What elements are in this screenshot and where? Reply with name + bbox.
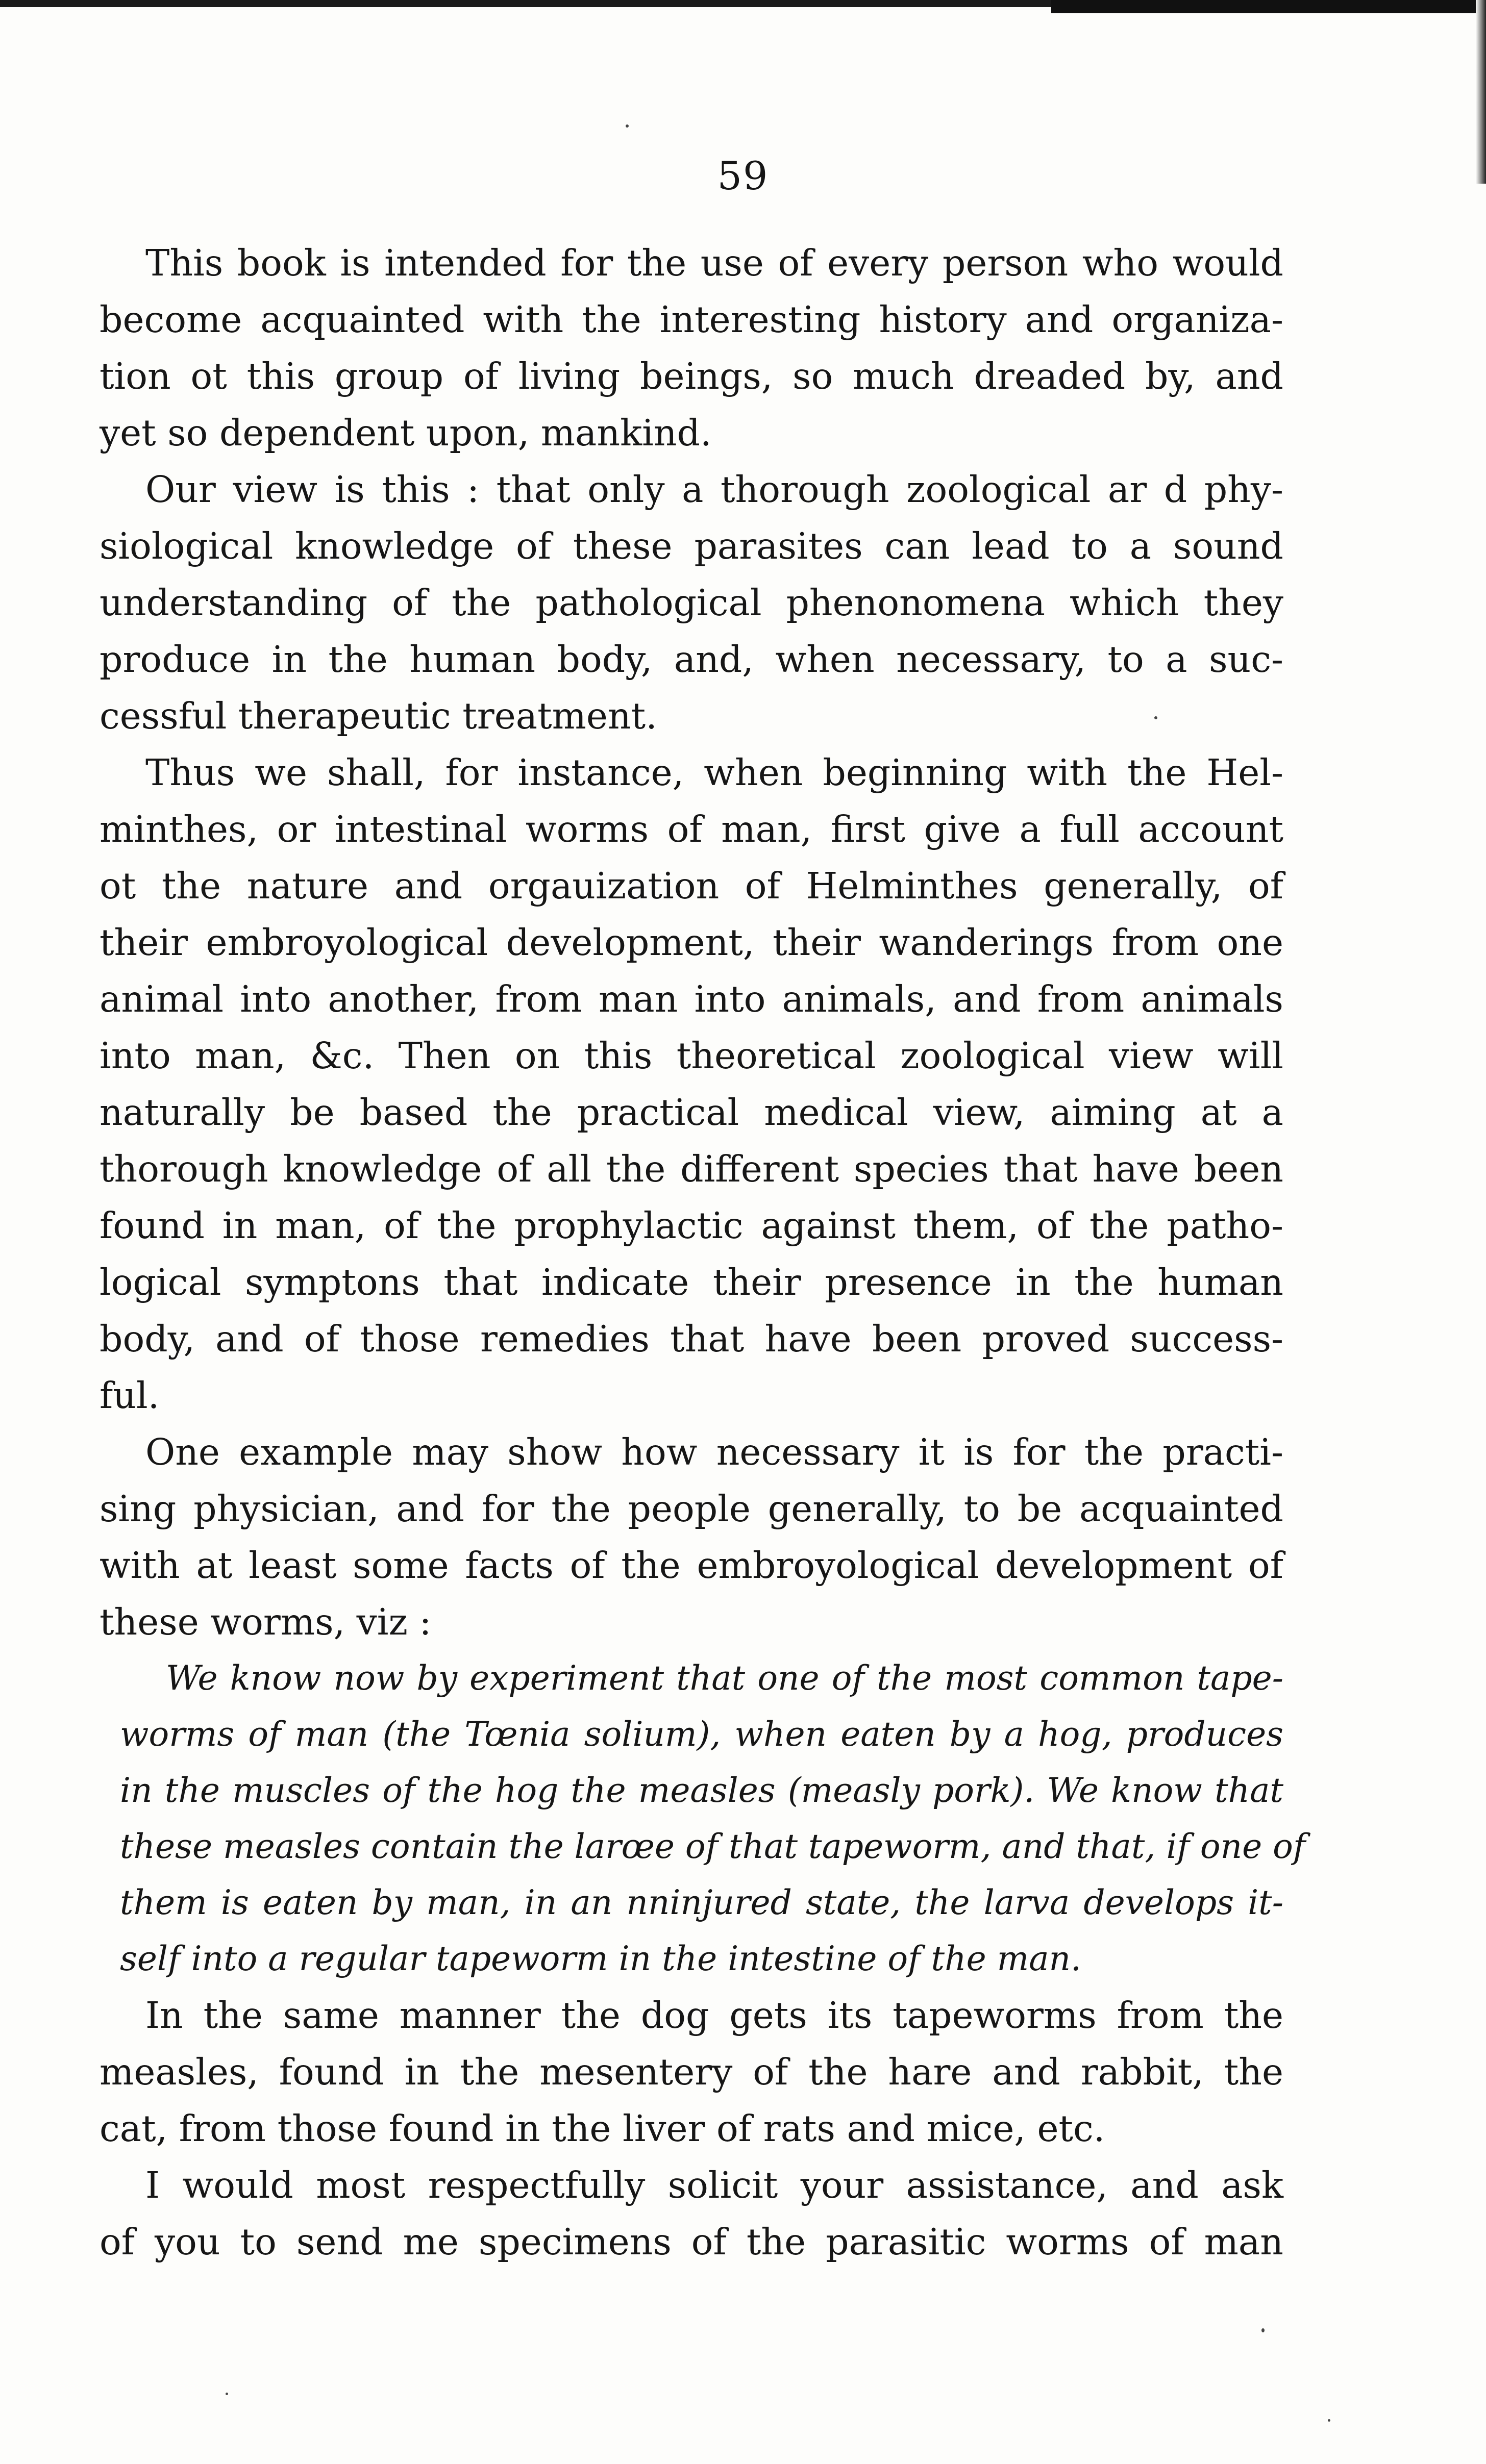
text-line: self into a regular tapeworm in the intestine of the man. <box>120 1939 1082 1978</box>
text-line: their embroyological development, their wanderings from one <box>100 921 1283 964</box>
italic-quotation <box>100 1650 1306 1987</box>
text-line: body, and of those remedies that have been proved success- <box>100 1318 1283 1360</box>
text-line: siological knowledge of these parasites can lead to a sound <box>100 525 1283 567</box>
scan-speck <box>226 2393 228 2395</box>
text-line: yet so dependent upon, mankind. <box>100 412 712 454</box>
text-line: worms of man (the Tœnia solium), when eaten by a hog, produces <box>120 1715 1283 1754</box>
paragraph-1 <box>100 235 1283 461</box>
text-line: in the muscles of the hog the measles (measly pork). We know that <box>120 1771 1283 1810</box>
text-line: naturally be based the practical medical view, aiming at a <box>100 1091 1283 1134</box>
text-line: ful. <box>100 1374 160 1417</box>
scan-speck <box>626 124 629 128</box>
text-line: measles, found in the mesentery of the hare and rabbit, the <box>100 2051 1283 2093</box>
text-line: We know now by experiment that one of the most common tape- <box>166 1658 1283 1698</box>
paragraph-7 <box>100 2157 1283 2270</box>
text-line: This book is intended for the use of every person who would <box>145 242 1283 284</box>
text-line: Our view is this : that only a thorough zoological ar d phy- <box>145 468 1283 511</box>
text-line: logical symptons that indicate their presence in the human <box>100 1261 1283 1303</box>
text-line: ot the nature and orgauization of Helminthes generally, of <box>100 865 1283 907</box>
text-line: minthes, or intestinal worms of man, first give a full account <box>100 808 1283 850</box>
scan-speck <box>1154 716 1157 719</box>
text-line: cessful therapeutic treatment. <box>100 695 657 737</box>
paragraph-2 <box>100 461 1283 744</box>
text-line: I would most respectfully solicit your assistance, and ask <box>145 2164 1283 2206</box>
page-number: 59 <box>717 153 769 198</box>
text-line: Thus we shall, for instance, when beginning with the Hel- <box>145 751 1283 794</box>
text-line: these measles contain the larœe of that tapeworm, and that, if one of <box>120 1827 1306 1866</box>
text-line: into man, &c. Then on this theoretical zoological view will <box>100 1035 1283 1077</box>
text-line: sing physician, and for the people generally, to be acquainted <box>100 1488 1283 1530</box>
text-line: found in man, of the prophylactic against them, of the patho- <box>100 1204 1283 1247</box>
text-line: animal into another, from man into animals, and from animals <box>100 978 1283 1020</box>
text-line: tion ot this group of living beings, so much dreaded by, and <box>100 355 1283 397</box>
text-line: produce in the human body, and, when necessary, to a suc- <box>100 638 1283 681</box>
text-line: thorough knowledge of all the different species that have been <box>100 1148 1283 1190</box>
paragraph-3 <box>100 744 1283 1424</box>
text-line: with at least some facts of the embroyological development of <box>100 1544 1283 1587</box>
text-line: cat, from those found in the liver of rats and mice, etc. <box>100 2107 1105 2150</box>
text-line: One example may show how necessary it is for the practi- <box>145 1431 1283 1473</box>
body-text <box>100 235 1306 2270</box>
text-line: understanding of the pathological phenonomena which they <box>100 582 1283 624</box>
scan-speck <box>1328 2419 1330 2422</box>
text-line: become acquainted with the interesting history and organiza- <box>100 298 1283 341</box>
paragraph-4 <box>100 1424 1283 1650</box>
scan-speck <box>1261 2328 1265 2332</box>
text-line: of you to send me specimens of the parasitic worms of man <box>100 2221 1283 2263</box>
text-line: these worms, viz : <box>100 1601 432 1643</box>
text-line: In the same manner the dog gets its tapeworms from the <box>145 1994 1283 2036</box>
text-line: them is eaten by man, in an nninjured state, the larva develops it- <box>120 1883 1283 1922</box>
top-edge-shadow <box>1051 0 1486 13</box>
paragraph-6 <box>100 1987 1283 2157</box>
